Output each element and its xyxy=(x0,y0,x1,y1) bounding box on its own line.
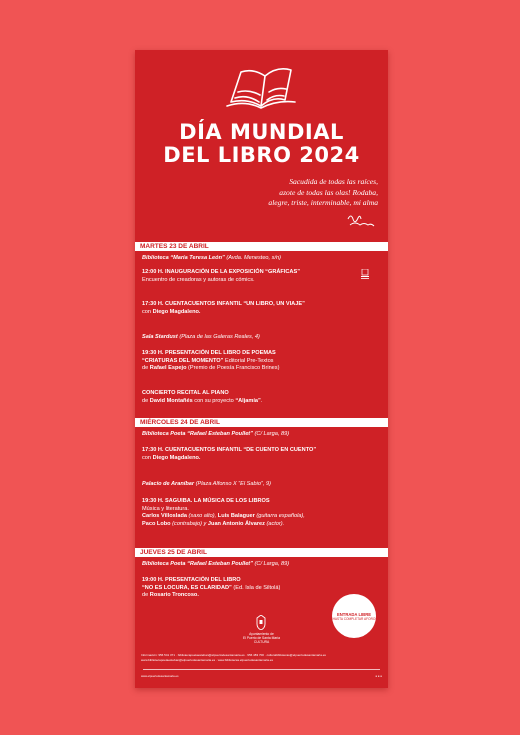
venue-biblioteca-maria-teresa-leon: Biblioteca “María Teresa León” (Avda. Menesteo, s/n) xyxy=(142,255,281,261)
quote-line: alegre, triste, interminable, mi alma xyxy=(268,198,378,207)
day-header-wednesday: MIÉRCOLES 24 DE ABRIL xyxy=(135,418,388,427)
quote-line: azote de todas las olas! Rodaba, xyxy=(279,187,378,197)
exhibition-logo-icon xyxy=(361,269,369,281)
signature-mark xyxy=(346,211,376,229)
footer-web: www.elpuertodesantamaria.es xyxy=(141,674,179,678)
city-crest-icon xyxy=(255,615,267,630)
footer-org-line3: CULTURA xyxy=(253,640,270,644)
badge-subtitle: HASTA COMPLETAR AFORO xyxy=(332,616,376,621)
footer-divider xyxy=(143,669,380,670)
event-criaturas-del-momento: 19:30 H. PRESENTACIÓN DEL LIBRO DE POEMAS “CRIATURAS DEL MOMENTO” Editorial Pre-Textos de Rafael Espejo (Premio de Poesía Francisco Brines) xyxy=(142,350,280,371)
venue-biblioteca-rafael-esteban-poullet: Biblioteca Poeta “Rafael Esteban Poullet” (C/ Larga, 89) xyxy=(142,431,290,437)
quote-line: Sacudida de todas las raíces, xyxy=(289,177,378,186)
footer-contact-info: Información: 956 541 371 · bibliotecapoetaesteban@elpuertodesantamaria.es · 956 483 700 · culturabibliotecas@elpuertodesantamaria.es xyxy=(141,653,326,657)
event-cuentacuentos-un-libro: 17:30 H. CUENTACUENTOS INFANTIL “UN LIBRO, UN VIAJE” con Diego Magdaleno. xyxy=(142,301,305,315)
day-header-thursday: JUEVES 25 DE ABRIL xyxy=(135,548,388,557)
event-no-es-locura: 19:00 H. PRESENTACIÓN DEL LIBRO “NO ES LOCURA, ES CLARIDAD” (Ed. Isla de Siltolá) de Rosario Troncoso. xyxy=(142,577,281,598)
open-book-icon xyxy=(223,62,303,112)
footer-org-line2: El Puerto de Santa María xyxy=(242,636,281,640)
social-icons: ● ● ● xyxy=(375,674,382,678)
badge-title: ENTRADA LIBRE xyxy=(336,611,372,617)
venue-palacio-de-aranibar: Palacio de Araníbar (Plaza Alfonso X “El Sabio”, 9) xyxy=(142,481,271,487)
event-inauguracion-graficas: 12:00 H. INAUGURACIÓN DE LA EXPOSICIÓN “GRÁFICAS” Encuentro de creadoras y autoras de cómics. xyxy=(142,269,300,283)
poem-quote xyxy=(238,177,378,209)
event-cuentacuentos-de-cuento: 17:30 H. CUENTACUENTOS INFANTIL “DE CUENTO EN CUENTO” con Diego Magdaleno. xyxy=(142,447,317,461)
footer-bottom-bar xyxy=(141,674,382,678)
poster-title-line2: DEL LIBRO 2024 xyxy=(163,143,360,167)
event-concierto-piano: CONCIERTO RECITAL AL PIANO de David Montañés con su proyecto “Aljamía”. xyxy=(142,390,263,404)
event-poster xyxy=(135,50,388,688)
day-header-tuesday: MARTES 23 DE ABRIL xyxy=(135,242,388,251)
event-saguiba: 19:30 H. SAGUIBA. LA MÚSICA DE LOS LIBROS Música y literatura. Carlos Villoslada (saxo alto), Luis Balaguer (guitarra española), Paco Lobo (contrabajo) y Juan Antonio Álvarez (actor). xyxy=(142,498,305,527)
footer-websites: www.bibliotecapoetaesteban@elpuertodesantamaria.es · www.bibliotecas.elpuertodesantamaria.es xyxy=(141,658,273,662)
venue-sala-stardust: Sala Stardust (Plaza de las Galeras Reales, 4) xyxy=(142,334,260,340)
footer-org-line1: Ayuntamiento de xyxy=(249,632,274,636)
poster-title-line1: DÍA MUNDIAL xyxy=(179,120,344,144)
venue-biblioteca-rafael-esteban-poullet-2: Biblioteca Poeta “Rafael Esteban Poullet” (C/ Larga, 89) xyxy=(142,561,290,567)
